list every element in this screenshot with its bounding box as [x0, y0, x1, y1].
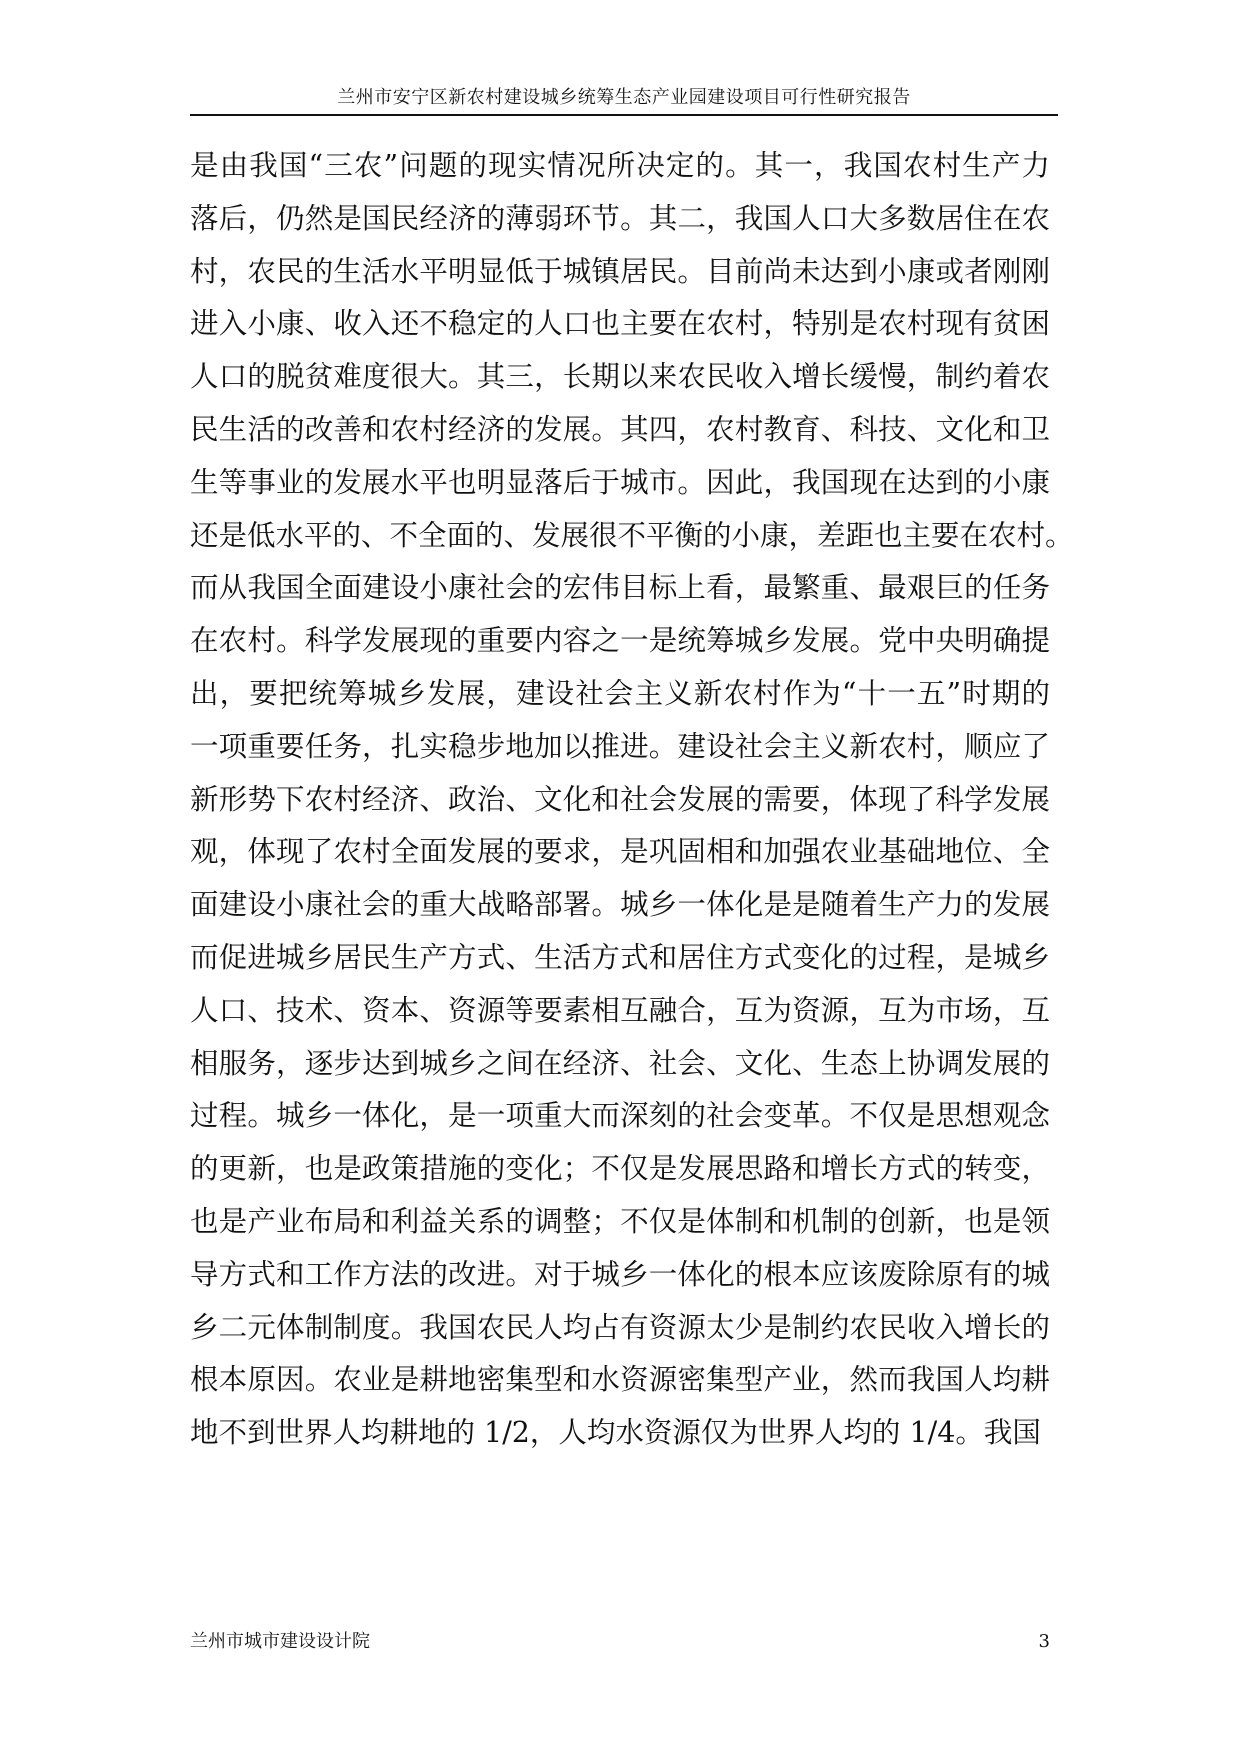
text-line: 过程。城乡一体化，是一项重大而深刻的社会变革。不仅是思想观念	[190, 1099, 1050, 1133]
text-line: 民生活的改善和农村经济的发展。其四，农村教育、科技、文化和卫	[190, 412, 1050, 446]
text-line: 在农村。科学发展现的重要内容之一是统筹城乡发展。党中央明确提	[190, 624, 1050, 658]
header-divider	[190, 114, 1058, 116]
text-line: 是由我国“三农”问题的现实情况所决定的。其一，我国农村生产力	[190, 149, 1050, 182]
page-number: 3	[1038, 1631, 1050, 1652]
text-line: 新形势下农村经济、政治、文化和社会发展的需要，体现了科学发展	[190, 782, 1050, 816]
text-line: 生等事业的发展水平也明显落后于城市。因此，我国现在达到的小康	[190, 465, 1050, 499]
body-text	[190, 140, 1074, 1460]
text-line: 观，体现了农村全面发展的要求，是巩固相和加强农业基础地位、全	[190, 835, 1050, 869]
text-line: 乡二元体制制度。我国农民人均占有资源太少是制约农民收入增长的	[190, 1310, 1050, 1344]
text-line: 村，农民的生活水平明显低于城镇居民。目前尚未达到小康或者刚刚	[190, 254, 1050, 288]
text-line: 而从我国全面建设小康社会的宏伟目标上看，最繁重、最艰巨的任务	[190, 571, 1050, 605]
text-line: 还是低水平的、不全面的、发展很不平衡的小康，差距也主要在农村。	[190, 518, 1074, 552]
text-line: 也是产业布局和利益关系的调整；不仅是体制和机制的创新，也是领	[190, 1204, 1050, 1238]
text-line: 人口、技术、资本、资源等要素相互融合，互为资源，互为市场，互	[190, 993, 1050, 1027]
text-line: 导方式和工作方法的改进。对于城乡一体化的根本应该废除原有的城	[190, 1257, 1050, 1291]
text-line: 的更新，也是政策措施的变化；不仅是发展思路和增长方式的转变，	[190, 1152, 1050, 1186]
footer-organization: 兰州市城市建设设计院	[190, 1631, 370, 1652]
text-line: 出，要把统筹城乡发展，建设社会主义新农村作为“十一五”时期的	[190, 676, 1050, 710]
page-header: 兰州市安宁区新农村建设城乡统筹生态产业园建设项目可行性研究报告	[337, 87, 911, 108]
text-line: 地不到世界人均耕地的 1/2，人均水资源仅为世界人均的 1/4。我国	[190, 1416, 1041, 1450]
text-line: 面建设小康社会的重大战略部署。城乡一体化是是随着生产力的发展	[190, 888, 1050, 922]
text-line: 人口的脱贫难度很大。其三，长期以来农民收入增长缓慢，制约着农	[190, 360, 1050, 394]
text-line: 落后，仍然是国民经济的薄弱环节。其二，我国人口大多数居住在农	[190, 201, 1050, 235]
text-line: 进入小康、收入还不稳定的人口也主要在农村，特别是农村现有贫困	[190, 307, 1050, 341]
text-line: 根本原因。农业是耕地密集型和水资源密集型产业，然而我国人均耕	[190, 1363, 1050, 1397]
text-line: 相服务，逐步达到城乡之间在经济、社会、文化、生态上协调发展的	[190, 1046, 1050, 1080]
text-line: 而促进城乡居民生产方式、生活方式和居住方式变化的过程，是城乡	[190, 940, 1050, 974]
text-line: 一项重要任务，扎实稳步地加以推进。建设社会主义新农村，顺应了	[190, 729, 1050, 763]
